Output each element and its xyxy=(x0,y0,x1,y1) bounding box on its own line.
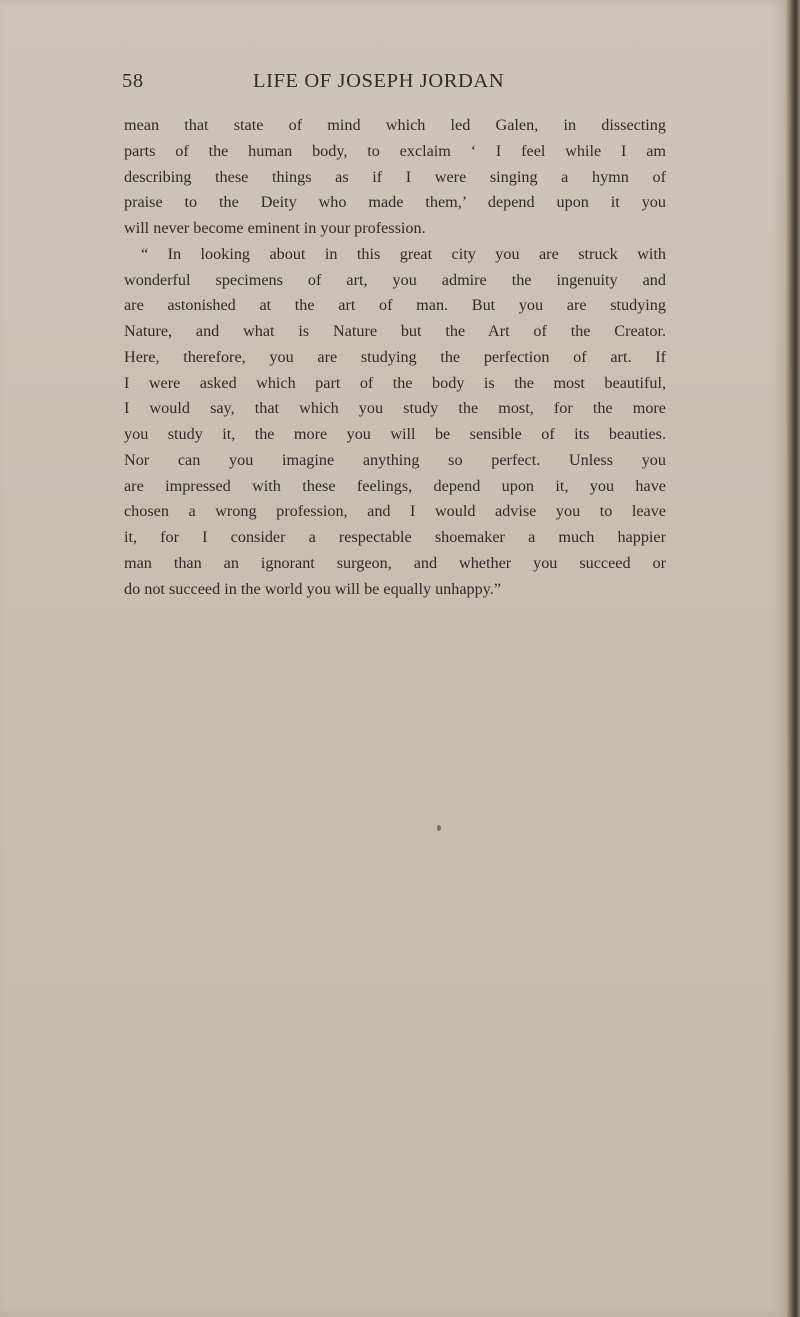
text-line: Nature, and what is Nature but the Art of the Creator. xyxy=(124,322,666,340)
text-line: it, for I consider a respectable shoemaker a much happier xyxy=(124,528,666,546)
text-line: you study it, the more you will be sensible of its beauties. xyxy=(124,425,666,443)
text-line: parts of the human body, to exclaim ‘ I feel while I am xyxy=(124,141,666,160)
text-line: do not succeed in the world you will be equally unhappy.” xyxy=(124,579,502,598)
text-line: chosen a wrong profession, and I would advise you to leave xyxy=(124,502,666,521)
paper-speck xyxy=(437,825,441,831)
text-line: Nor can you imagine anything so perfect. Unless you xyxy=(124,450,666,469)
text-line: man than an ignorant surgeon, and whether you succeed or xyxy=(124,553,666,572)
running-header xyxy=(0,70,786,100)
text-line: will never become eminent in your profession. xyxy=(124,219,426,237)
text-line: wonderful specimens of art, you admire the ingenuity and xyxy=(124,270,666,289)
text-line: are impressed with these feelings, depend upon it, you have xyxy=(124,476,666,495)
text-line: Here, therefore, you are studying the perfection of art. If xyxy=(124,347,666,366)
text-line: mean that state of mind which led Galen, in dissecting xyxy=(124,116,666,134)
text-line: praise to the Deity who made them,’ depend upon it you xyxy=(124,193,666,212)
page-number: 58 xyxy=(122,70,144,92)
book-edge xyxy=(786,0,800,1317)
text-line: are astonished at the art of man. But you are studying xyxy=(124,296,666,315)
text-line: “ In looking about in this great city you are struck with xyxy=(141,244,666,263)
text-line: I would say, that which you study the most, for the more xyxy=(124,399,666,418)
text-line: describing these things as if I were singing a hymn of xyxy=(124,167,666,186)
body-text xyxy=(124,113,666,602)
running-title: LIFE OF JOSEPH JORDAN xyxy=(253,70,505,92)
text-line: I were asked which part of the body is the most beautiful, xyxy=(124,373,666,392)
